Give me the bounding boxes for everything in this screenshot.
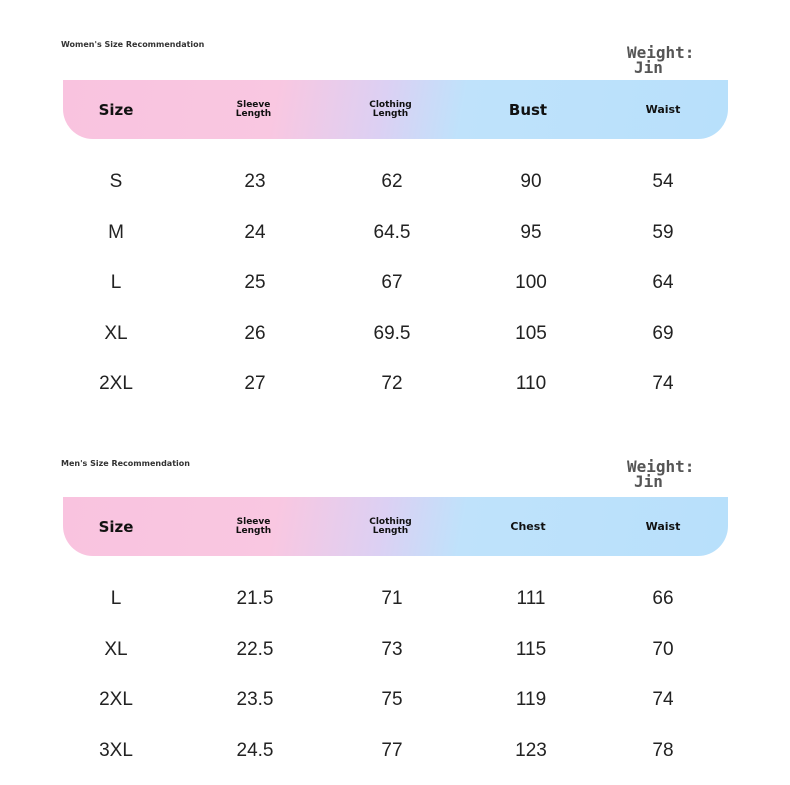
cell-sleeve-length: 27 [244, 373, 266, 395]
cell-size: 2XL [99, 373, 133, 395]
cell-measure: 119 [515, 689, 547, 711]
cell-size: M [108, 221, 124, 243]
cell-sleeve-length: 26 [244, 322, 266, 344]
cell-size: L [110, 588, 122, 609]
men-header-size: Size [98, 517, 134, 536]
cell-size: L [110, 272, 122, 294]
women-header-bust: Bust [508, 100, 548, 119]
cell-clothing-length: 72 [381, 373, 403, 395]
cell-measure: 90 [520, 171, 542, 192]
cell-sleeve-length: 23.5 [236, 689, 274, 711]
men-header-chest: Chest [510, 520, 546, 533]
men-weight-unit-value: Jin [634, 472, 663, 491]
cell-size: S [109, 171, 123, 192]
cell-size: XL [104, 322, 128, 344]
cell-clothing-length: 75 [381, 689, 403, 711]
cell-waist: 74 [652, 689, 674, 711]
cell-waist: 78 [652, 739, 674, 761]
women-weight-unit [627, 45, 694, 75]
cell-measure: 95 [520, 221, 542, 243]
cell-measure: 105 [515, 322, 547, 344]
cell-measure: 115 [515, 638, 547, 660]
cell-waist: 66 [652, 588, 674, 609]
cell-sleeve-length: 22.5 [236, 638, 274, 660]
cell-measure: 123 [515, 739, 547, 761]
women-section-title: Women's Size Recommendation [61, 40, 205, 49]
women-header-size: Size [98, 100, 134, 119]
cell-sleeve-length: 23 [244, 171, 266, 192]
cell-waist: 70 [652, 638, 674, 660]
cell-clothing-length: 73 [381, 638, 403, 660]
table-row [63, 584, 728, 614]
cell-size: 3XL [99, 739, 133, 761]
cell-clothing-length: 62 [381, 171, 403, 192]
cell-size: XL [104, 638, 128, 660]
men-section-title: Men's Size Recommendation [61, 459, 190, 468]
women-header-waist: Waist [645, 103, 681, 116]
table-row [63, 736, 728, 766]
cell-sleeve-length: 24.5 [236, 739, 274, 761]
cell-sleeve-length: 25 [244, 272, 266, 294]
women-header-bar [63, 80, 728, 139]
men-header-sleeve-length: Sleeve Length [235, 516, 272, 536]
cell-waist: 64 [652, 272, 674, 294]
cell-clothing-length: 77 [381, 739, 403, 761]
table-row [63, 369, 728, 399]
table-row [63, 167, 728, 197]
cell-clothing-length: 64.5 [373, 221, 411, 243]
cell-sleeve-length: 24 [244, 221, 266, 243]
cell-waist: 69 [652, 322, 674, 344]
men-header-waist: Waist [645, 520, 681, 533]
women-weight-label: Weight: [627, 43, 695, 62]
men-weight-unit [627, 459, 694, 489]
table-row [63, 319, 728, 349]
table-row [63, 685, 728, 715]
cell-clothing-length: 69.5 [373, 322, 411, 344]
cell-waist: 74 [652, 373, 674, 395]
women-weight-unit-value: Jin [634, 58, 663, 77]
table-row [63, 218, 728, 248]
table-row [63, 635, 728, 665]
cell-size: 2XL [99, 689, 133, 711]
table-row [63, 268, 728, 298]
cell-sleeve-length: 21.5 [236, 588, 274, 609]
cell-clothing-length: 71 [381, 588, 403, 609]
cell-clothing-length: 67 [381, 272, 403, 294]
men-header-bar [63, 497, 728, 556]
women-header-clothing-length: Clothing Length [369, 99, 412, 119]
cell-measure: 110 [515, 373, 547, 395]
cell-waist: 59 [652, 221, 674, 243]
women-header-sleeve-length: Sleeve Length [235, 99, 272, 119]
cell-waist: 54 [652, 171, 674, 192]
cell-measure: 100 [515, 272, 547, 294]
men-weight-label: Weight: [627, 457, 695, 476]
men-header-clothing-length: Clothing Length [369, 516, 412, 536]
cell-measure: 111 [516, 588, 546, 609]
